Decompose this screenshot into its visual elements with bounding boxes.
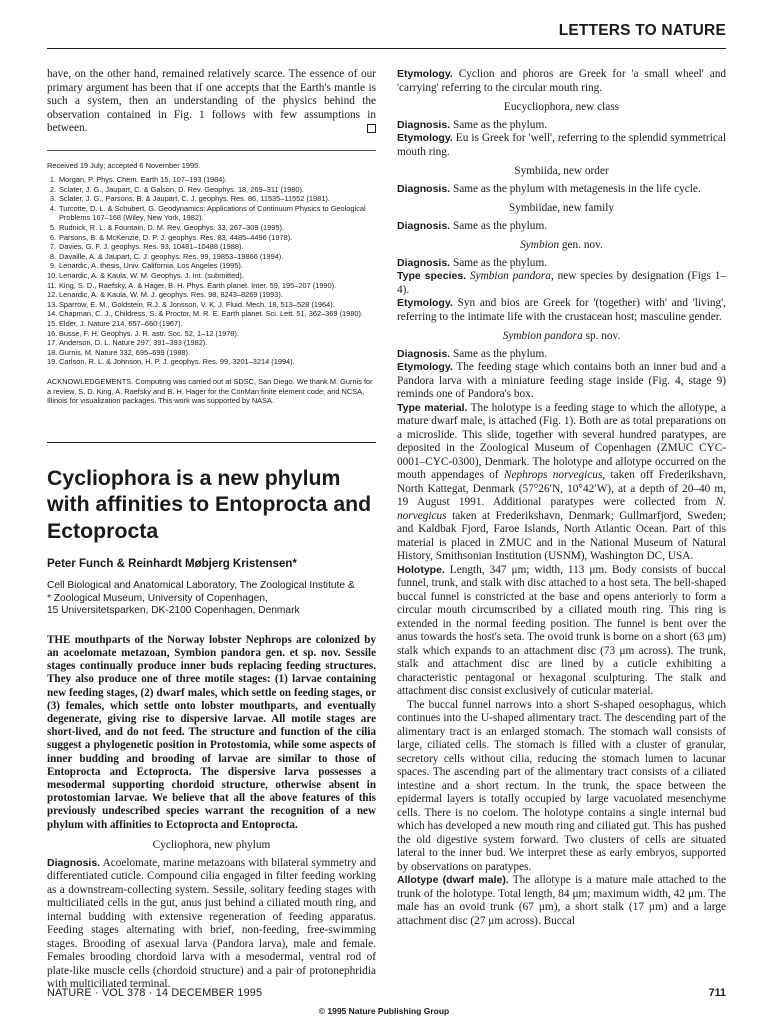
- diagnosis-text: Same as the phylum.: [452, 118, 548, 131]
- reference-text: Busse, F. H. Geophys. J. R. astr. Soc. 52, 1–12 (1978).: [59, 328, 239, 338]
- reference-number: 8.: [49, 251, 56, 261]
- reference-item: [47, 185, 376, 195]
- etymology-genus: [397, 297, 726, 324]
- reference-item: [47, 309, 376, 319]
- reference-number: 5.: [49, 223, 56, 233]
- etymology-label: Etymology.: [397, 132, 453, 144]
- type-species: [397, 270, 726, 297]
- diagnosis-label: Diagnosis.: [47, 856, 101, 869]
- article-title: Cycliophora is a new phylum with affinities to Entoprocta and Ectoprocta: [47, 465, 372, 543]
- type-species-text: , new species by designation (Figs 1–4).: [397, 270, 727, 296]
- etymology-label: Etymology.: [397, 297, 453, 309]
- allotype-description: [397, 874, 726, 928]
- affiliation-line: * Zoological Museum, University of Copenhagen,: [47, 592, 268, 604]
- header-rule: [47, 48, 726, 49]
- diagnosis-family: [397, 220, 726, 234]
- reference-number: 4.: [49, 203, 56, 213]
- phylum-heading: Cycliophora, new phylum: [152, 838, 271, 851]
- reference-number: 13.: [47, 299, 58, 309]
- reference-item: [47, 329, 376, 339]
- diagnosis-genus: [397, 257, 726, 271]
- diagnosis-text: Same as the phylum.: [452, 256, 548, 269]
- reference-text: Sclater, J. G., Parsons, B. & Jaupart, C. J. geophys. Res. 86, 11535–11552 (1981).: [59, 194, 330, 204]
- reference-item: [47, 252, 376, 262]
- reference-text: Parsons, B. & McKenzie, D. P. J. geophys. Res. 83, 4485–4496 (1978).: [59, 232, 293, 242]
- reference-item: [47, 261, 376, 271]
- affiliation-line: Cell Biological and Anatomical Laboratory, The Zoological Institute &: [47, 580, 355, 592]
- family-heading: Symbiidae, new family: [508, 202, 615, 214]
- reference-text: Rudnick, R. L. & Fountain, D. M. Rev. Geophys. 33, 267–309 (1995).: [59, 223, 284, 233]
- type-material: [397, 402, 726, 564]
- article-abstract: THE mouthparts of the Norway lobster Nephrops are colonized by an acoelomate metazoan, Symbion pandora gen. et sp. nov. Sessile stages continually produce inner buds replacing feeding structures. They also produce one of three motile stages: (1) larvae containing new feeding stages, (2) dwarf males, which settle on feeding stages, or (3) females, which settle onto lobster mouthparts, and eventually degenerate, giving rise to dispersive larvae. All motile stages are short-lived, and do not feed. The structure and function of the cilia suggest a phylogenetic position in Protostomia, while some aspects of inner budding and brooding of larvae are similar to those of Entoprocta and Ectoprocta. The dispersive larva possesses a mesodermal supporting chordoid structure, otherwise absent in protostomian larvae. We believe that all the above features of this previously undescribed species warrant the recognition of a new phylum with affinities to Ectoprocta and Entoprocta.: [47, 633, 376, 831]
- holotype-description: [397, 564, 726, 699]
- reference-number: 9.: [49, 261, 56, 271]
- reference-list: [47, 175, 376, 367]
- allotype-text: The allotype is a mature male attached to the trunk of the holotype. Total length, 84 μm; maximum width, 42 μm. The male has an ovoid trunk (67 μm), a short stalk (17 μm) and a large attachment disc (27 μm across). Buccal: [397, 874, 726, 927]
- reference-number: 7.: [49, 242, 56, 252]
- etymology-species: [397, 361, 726, 402]
- received-dates: Received 19 July; accepted 6 November 1995.: [47, 150, 376, 171]
- reference-text: Davaille, A. & Jaupart, C. J. geophys. Res. 99, 19853–19866 (1994).: [59, 251, 284, 261]
- acknowledgements: ACKNOWLEDGEMENTS. Computing was carried out at SDSC, San Diego. We thank M. Gurnis for a review, S. D. King, A. Raefsky and B. H. Hager for the ConMan finite element code; and NCSA, Illinois for visualization packages. This work was supported by NASA.: [47, 376, 373, 406]
- diagnosis-text: Same as the phylum with metagenesis in the life cycle.: [452, 182, 701, 195]
- etymology-text: Eu is Greek for 'well', referring to the splendid symmetrical mouth ring.: [397, 132, 726, 158]
- type-material-text: The holotype is a feeding stage to which the allotype, a mature dwarf male, is attached (Fig. 1). Both are as total preparations on a microslide. This slide, together with several hundred paratypes, are deposited in the Zoological Museum of Copenhagen (ZMUC CYC-0001–CYC-0300), Denmark. The holotype and allotype occurred on the mouth appendages of: [397, 401, 726, 481]
- reference-number: 16.: [47, 328, 58, 338]
- holotype-label: Holotype.: [397, 563, 445, 576]
- etymology-text: The feeding stage which contains both an inner bud and a Pandora larva with a miniature feeding stage inside (Fig. 4, stage 9) reminds one of Pandora's box.: [397, 361, 726, 400]
- reference-item: [47, 300, 376, 310]
- diagnosis-label: Diagnosis.: [397, 118, 451, 131]
- journal-footer: NATURE · VOL 378 · 14 DECEMBER 1995: [47, 987, 263, 999]
- diagnosis-label: Diagnosis.: [397, 182, 451, 195]
- reference-text: Morgan, P. Phys. Chem. Earth 15, 107–193 (1984).: [59, 175, 227, 185]
- reference-item: [47, 271, 376, 281]
- reference-number: 2.: [49, 184, 56, 194]
- end-of-article-square-icon: [367, 124, 376, 133]
- reference-text: Lenardic, A. & Kaula, W. M. J. geophys. Res. 98, 8243–8269 (1993).: [59, 290, 283, 300]
- reference-text: Lenardic, A. thesis, Univ. California, Los Angeles (1995).: [59, 261, 243, 271]
- diagnosis-species: [397, 348, 726, 362]
- reference-number: 12.: [47, 290, 58, 300]
- class-heading: Eucycliophora, new class: [503, 101, 620, 113]
- order-heading: Symbiida, new order: [514, 165, 609, 177]
- reference-text: Sparrow, E. M., Goldstein, R.J. & Jonsson, V. K. J. Fluid. Mech. 18, 513–528 (1964).: [59, 299, 335, 309]
- article-authors: Peter Funch & Reinhardt Møbjerg Kristensen*: [47, 558, 297, 571]
- reference-number: 6.: [49, 232, 56, 242]
- reference-item: [47, 319, 376, 329]
- diagnosis-order: [397, 183, 726, 197]
- reference-text: Gurnis, M. Nature 332, 695–699 (1988).: [59, 347, 191, 357]
- species-name: Symbion pandora: [502, 330, 583, 342]
- running-header: LETTERS TO NATURE: [558, 22, 726, 39]
- host-species-name: Nephrops norvegicus: [503, 469, 603, 481]
- reference-item: [47, 242, 376, 252]
- reference-number: 1.: [49, 175, 56, 185]
- copyright-notice: © 1995 Nature Publishing Group: [318, 1006, 450, 1016]
- diagnosis-class: [397, 119, 726, 133]
- reference-number: 19.: [47, 357, 58, 367]
- left-column: [47, 68, 376, 992]
- reference-item: [47, 175, 376, 185]
- reference-item: [47, 194, 376, 204]
- reference-text: Chapman, C. J., Childress, S. & Proctor, M. R. E. Earth planet. Sci. Lett. 51, 362–369 (1980).: [59, 309, 363, 319]
- reference-text: Anderson, D. L. Nature 297, 391–393 (1982).: [59, 338, 208, 348]
- buccal-funnel-paragraph: The buccal funnel narrows into a short S-shaped oesophagus, which continues into the U-shaped alimentary tract. The descending part of the alimentary tract is an enlarged stomach. The stomach wall consists of large, ciliated cells. The stomach is filled with a cluster of granular, secretory cells without cilia, reducing the stomach lumen to lacunar spaces. The ascending part of the alimentary tract consists of a ciliated intestine and a short rectum. In the trunk, the space between the epidermal layers is totally occupied by large vacuolated mesenchyme cells. There is no coelom. The holotype contains a single internal bud which has developed a new mouth ring and ciliated gut. This has pushed the old digestive system forward. Two clusters of cells are situated lateral to the inner bud. We interpret these as early embryos, supported by observations on paratypes.: [397, 698, 726, 873]
- etymology-class: [397, 132, 726, 159]
- reference-number: 17.: [47, 338, 58, 348]
- reference-number: 14.: [47, 309, 58, 319]
- reference-item: [47, 281, 376, 291]
- intro-text: have, on the other hand, remained relatively scarce. The essence of our primary argument has been that if one accepts that the Earth's mantle is such a system, then an understanding of the physics behind the observation contained in Fig. 1 follows with few assumptions in between.: [47, 68, 376, 134]
- etymology-text: Cyclion and phoros are Greek for 'a small wheel' and 'carrying' referring to the circular mouth ring.: [397, 68, 727, 94]
- reference-text: King, S. D., Raefsky, A. & Hager, B. H. Phys. Earth planet. Inter. 59, 195–207 (1990).: [59, 280, 337, 290]
- intro-paragraph: [47, 68, 376, 136]
- reference-item: [47, 338, 376, 348]
- diagnosis-text: Same as the phylum.: [452, 219, 548, 232]
- species-suffix: sp. nov.: [585, 330, 621, 342]
- reference-number: 15.: [47, 319, 58, 328]
- reference-item: [47, 204, 376, 223]
- article-divider: [47, 442, 376, 443]
- reference-number: 11.: [47, 280, 57, 290]
- holotype-text: Length, 347 μm; width, 113 μm. Body consists of buccal funnel, trunk, and stalk with disc attached to a host seta. The bell-shaped buccal funnel is constricted at the base and opens anteriorly to form a circular mouth circumscribed by a ciliated mouth ring. This ring is extended in the normal feeding position. The funnel is bent over the anus towards the host's seta. The ovoid trunk is borne on a short (63 μm) stalk which expands to an attachment disc (73 μm across). The trunk, stalk and attachment disc are lined by a cuticle exhibiting a characteristic pentagonal or hexagonal sculpturing. The stalk and attachment disc consist exclusively of cuticular material.: [397, 563, 726, 697]
- etymology-label: Etymology.: [397, 68, 453, 80]
- reference-item: [47, 348, 376, 358]
- species-heading: [397, 330, 726, 344]
- affiliation-line: 15 Universitetsparken, DK-2100 Copenhagen, Denmark: [47, 605, 300, 617]
- genus-suffix: gen. nov.: [561, 239, 603, 251]
- genus-heading: [397, 239, 726, 253]
- author-affiliation: [47, 580, 376, 618]
- reference-text: Sclater, J. G., Jaupart, C. & Galson, D. Rev. Geophys. 18, 269–311 (1980).: [59, 184, 304, 194]
- right-column: [397, 68, 726, 928]
- diagnosis-text: Acoelomate, marine metazoans with bilateral symmetry and differentiated cuticle. Compound cilia engaged in filter feeding working as a downstream-collecting system. Sessile, solitary feeding stages with multiciliated cells in the gut, anus just behind a ciliated mouth ring, and internal budding with extensive regeneration of feeding apparatus. Feeding stages alternating with brief, non-feeding, free-swimming stages. Brooding of asexual larva (Pandora larva), male and female. Females brooding chordoid larva with a mesodermal, ventral rod of plate-like muscle cells (chordoid structure) and a pair of protonephridia with multiciliated terminal.: [47, 856, 376, 991]
- diagnosis-label: Diagnosis.: [397, 347, 451, 360]
- reference-text: Carlson, R. L. & Johnson, H. P. J. geophys. Res. 99, 3201–3214 (1994).: [59, 357, 295, 367]
- etymology-phylum: [397, 68, 726, 95]
- type-material-label: Type material.: [397, 401, 468, 414]
- diagnosis-text: Same as the phylum.: [452, 347, 548, 360]
- reference-item: [47, 233, 376, 243]
- etymology-text: Syn and bios are Greek for '(together) with' and 'living', referring to the intimate life with the crustacean host; masculine gender.: [397, 297, 726, 323]
- genus-name: Symbion: [520, 239, 560, 251]
- type-material-text: , taken off Frederikshavn, North Kattegat, Denmark (57°26′N, 10°42′W), at a depth of 20–40 m, 19 August 1991. Additional paratypes were collected from: [397, 469, 726, 508]
- reference-text: Elder, J. Nature 214, 657–660 (1967).: [59, 319, 183, 328]
- type-species-label: Type species.: [397, 270, 467, 282]
- type-material-text: taken at Frederikshavn, Denmark; Gullmarfjord, Sweden; and Kaldbak Fjord, Faroe Islands, North Atlantic Ocean. Part of this material is placed in ZMUC and in the National Museum of Natural History, Smithsonian Institution (USNM), Washington DC, USA.: [397, 509, 726, 562]
- phylum-diagnosis: [47, 857, 376, 992]
- allotype-label: Allotype (dwarf male).: [397, 874, 509, 886]
- diagnosis-label: Diagnosis.: [397, 256, 451, 269]
- host-species-name: N. norvegicus: [397, 496, 726, 522]
- type-species-name: Symbion pandora: [469, 270, 551, 282]
- reference-item: [47, 290, 376, 300]
- reference-text: Turcotte, D. L. & Schubert, G. Geodynamics: Applications of Continuum Physics to Geological Problems 167–168 (Wiley, New York, 1982).: [59, 203, 366, 223]
- reference-text: Davies, G. F. J. geophys. Res. 93, 10481–10488 (1988).: [59, 242, 244, 252]
- etymology-label: Etymology.: [397, 361, 453, 373]
- reference-text: Lenardic, A. & Kaula, W. M. Geophys. J. Int. (submitted).: [59, 271, 244, 281]
- page-number: 711: [708, 987, 726, 999]
- reference-item: [47, 223, 376, 233]
- reference-item: [47, 357, 376, 367]
- diagnosis-label: Diagnosis.: [397, 219, 451, 232]
- reference-number: 18.: [47, 347, 58, 357]
- reference-number: 10.: [47, 271, 58, 281]
- reference-number: 3.: [49, 194, 56, 204]
